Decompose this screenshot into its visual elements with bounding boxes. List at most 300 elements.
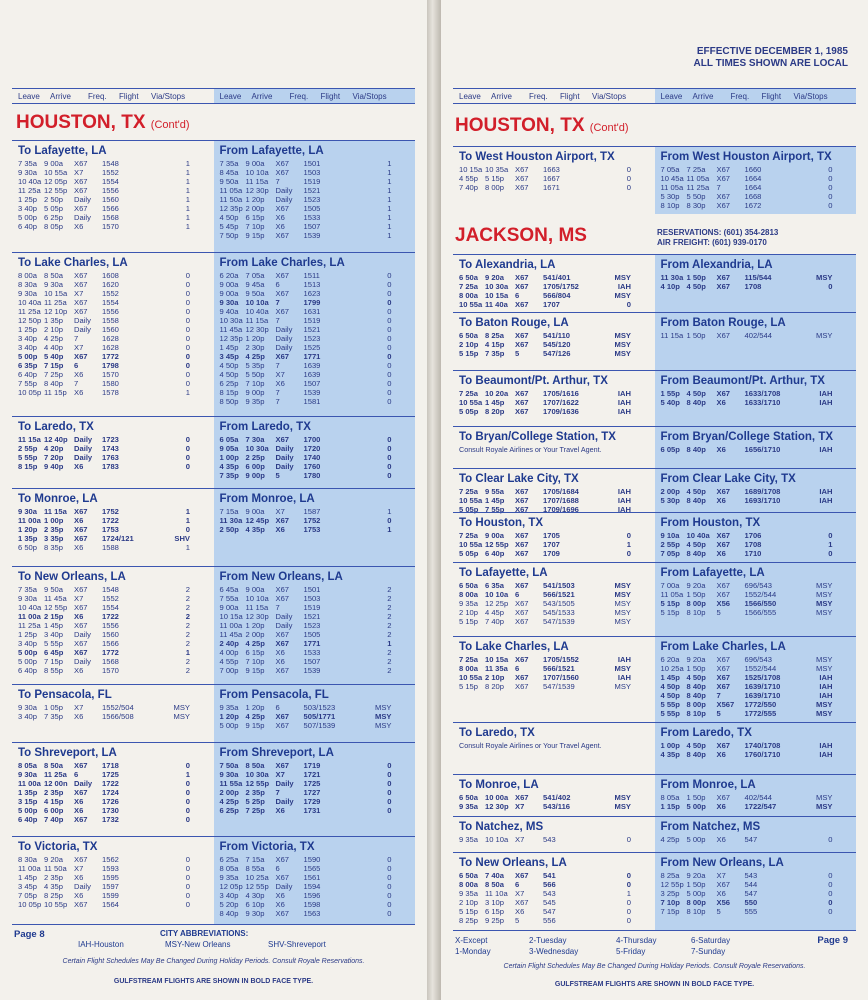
via-stops: 1 <box>387 159 392 168</box>
flight-row <box>459 608 655 617</box>
destination-title: To Bryan/College Station, TX <box>459 431 616 443</box>
flight-number: 547 <box>744 889 758 898</box>
via-stops: IAH <box>819 496 833 505</box>
leave-time: 1 00p <box>660 741 680 750</box>
via-stops: 0 <box>185 761 190 770</box>
flight-number: 1667 <box>543 174 560 183</box>
via-stops: 0 <box>387 361 392 370</box>
flight-number: 1570 <box>102 222 119 231</box>
flight-row <box>459 183 655 192</box>
origin-title: From New Orleans, LA <box>660 857 784 869</box>
arrive-time: 10 30a <box>245 444 269 453</box>
frequency: Daily <box>74 435 93 444</box>
flight-number: 402/544 <box>744 331 772 340</box>
arrive-time: 8 40p <box>686 445 706 454</box>
frequency: X67 <box>515 540 529 549</box>
leave-time: 5 55p <box>18 453 38 462</box>
flight-row <box>459 664 655 673</box>
leave-time: 1 45p <box>18 873 38 882</box>
via-stops: IAH <box>617 655 631 664</box>
via-stops: 0 <box>185 352 190 361</box>
key-saturday: 6-Saturday <box>691 936 731 945</box>
frequency: X6 <box>275 222 285 231</box>
column-header-from <box>214 89 416 103</box>
arrive-time: 11 05a <box>686 174 710 183</box>
leave-time: 6 35p <box>18 361 38 370</box>
route-block <box>12 140 415 252</box>
flight-number: 1664 <box>744 183 762 192</box>
flight-number: 1660 <box>744 165 762 174</box>
frequency: X7 <box>716 871 726 880</box>
destination-title: To Clear Lake City, TX <box>459 473 579 485</box>
flight-row <box>661 581 857 590</box>
inbound-schedule <box>214 685 416 742</box>
flight-row <box>220 612 416 621</box>
inbound-schedule <box>655 255 857 312</box>
leave-time: 9 00a <box>219 603 239 612</box>
arrive-time: 10 15a <box>44 289 68 298</box>
flight-number: 543 <box>543 835 556 844</box>
arrive-time: 9 40p <box>44 462 64 471</box>
flight-row <box>661 871 857 880</box>
flight-number: 1587 <box>303 507 321 516</box>
arrive-time: 10 10a <box>245 298 269 307</box>
city-name: HOUSTON, TX <box>455 115 585 136</box>
leave-time: 1 25p <box>18 325 38 334</box>
via-stops: 0 <box>828 889 833 898</box>
frequency: X67 <box>515 581 529 590</box>
destination-title: To Lake Charles, LA <box>459 641 569 653</box>
flight-number: 1608 <box>102 271 119 280</box>
via-stops: 0 <box>185 525 190 534</box>
frequency: X67 <box>275 873 290 882</box>
via-stops: IAH <box>617 398 631 407</box>
via-stops: IAH <box>819 682 833 691</box>
arrive-time: 8 25p <box>44 891 64 900</box>
leave-time: 3 40p <box>219 891 239 900</box>
leave-time: 1 20p <box>219 712 239 721</box>
flight-number: 1566/550 <box>744 599 777 608</box>
frequency: Daily <box>74 213 91 222</box>
frequency: Daily <box>275 343 293 352</box>
leave-time: 5 55p <box>660 700 680 709</box>
leave-time: 6 50a <box>459 581 479 590</box>
leave-time: 5 30p <box>660 496 680 505</box>
flight-row <box>459 617 655 626</box>
leave-time: 3 40p <box>18 712 38 721</box>
origin-title: From Alexandria, LA <box>660 259 773 271</box>
via-stops: 2 <box>185 639 190 648</box>
leave-time: 6 25a <box>219 855 239 864</box>
leave-time: 8 15p <box>219 388 239 397</box>
flight-row <box>661 691 857 700</box>
flight-number: 1721 <box>303 770 321 779</box>
flight-row <box>459 340 655 349</box>
abbrev-shv: SHV-Shreveport <box>268 940 326 949</box>
flight-number: 1568 <box>102 213 119 222</box>
arrive-time: 2 35p <box>245 788 265 797</box>
leave-time: 3 25p <box>660 889 680 898</box>
flight-row <box>661 174 857 183</box>
outbound-schedule <box>453 255 655 312</box>
origin-title: From Houston, TX <box>660 517 761 529</box>
leave-time: 11 30a <box>660 273 684 282</box>
leave-time: 7 35a <box>18 585 38 594</box>
leave-time: 9 00a <box>219 280 239 289</box>
arrive-time: 4 50p <box>686 487 706 496</box>
frequency: X67 <box>515 282 529 291</box>
leave-time: 2 55p <box>18 444 38 453</box>
arrive-time: 12 40p <box>44 435 68 444</box>
via-stops: 0 <box>387 388 392 397</box>
via-stops: 0 <box>185 891 190 900</box>
frequency: X67 <box>275 435 290 444</box>
leave-time: 11 00a <box>219 621 243 630</box>
frequency: 5 <box>716 709 721 718</box>
frequency: X67 <box>515 331 529 340</box>
frequency: X6 <box>275 891 285 900</box>
flight-number: 1718 <box>102 761 119 770</box>
arrive-time: 4 25p <box>245 639 265 648</box>
leave-time: 6 40p <box>18 666 38 675</box>
column-header-to <box>12 89 214 103</box>
col-via: Via/Stops <box>793 91 828 101</box>
frequency: X67 <box>275 307 290 316</box>
arrive-time: 8 50a <box>485 880 505 889</box>
arrive-time: 9 15p <box>245 666 265 675</box>
frequency: X7 <box>275 370 285 379</box>
flight-number: 547/1539 <box>543 682 575 691</box>
via-stops: 0 <box>626 165 631 174</box>
leave-time: 10 05p <box>18 900 42 909</box>
flight-row <box>18 289 214 298</box>
flight-number: 1663 <box>543 165 560 174</box>
flight-row <box>459 907 655 916</box>
arrive-time: 10 40a <box>245 307 269 316</box>
via-stops: 0 <box>387 471 392 480</box>
via-stops: 2 <box>185 612 190 621</box>
via-stops: 0 <box>828 174 833 183</box>
flight-row <box>459 496 655 505</box>
via-stops: MSY <box>816 802 833 811</box>
page-number: Page 8 <box>14 929 45 940</box>
leave-time: 3 40p <box>18 204 38 213</box>
arrive-time: 10 15a <box>485 655 509 664</box>
frequency: X67 <box>74 298 88 307</box>
arrive-time: 7 05a <box>245 271 265 280</box>
route-block <box>12 566 415 684</box>
route-block <box>12 488 415 566</box>
flight-number: 1707 <box>543 540 560 549</box>
via-stops: MSY <box>614 793 631 802</box>
arrive-time: 8 10p <box>686 907 706 916</box>
via-stops: 0 <box>387 316 392 325</box>
day-key-col4 <box>691 935 730 957</box>
flight-number: 1507 <box>303 222 321 231</box>
flight-number: 1639/1710 <box>744 682 781 691</box>
flight-number: 1633/1710 <box>744 398 781 407</box>
leave-time: 6 40p <box>18 815 38 824</box>
via-stops: 2 <box>185 594 190 603</box>
via-stops: MSY <box>614 349 631 358</box>
frequency: X6 <box>74 666 84 675</box>
flight-number: 545/120 <box>543 340 571 349</box>
flight-number: 1581 <box>303 397 321 406</box>
via-stops: 0 <box>387 352 392 361</box>
via-stops: MSY <box>173 712 190 721</box>
frequency: X67 <box>74 280 88 289</box>
flight-number: 1501 <box>303 585 321 594</box>
frequency: X7 <box>74 703 84 712</box>
leave-time: 11 05a <box>219 186 243 195</box>
leave-time: 10 30a <box>219 316 243 325</box>
leave-time: 8 45a <box>219 168 239 177</box>
flight-row <box>18 779 214 788</box>
via-stops: 1 <box>387 213 392 222</box>
leave-time: 7 55a <box>219 594 239 603</box>
flight-number: 1672 <box>744 201 762 210</box>
flight-row <box>459 540 655 549</box>
leave-time: 9 00a <box>219 289 239 298</box>
via-stops: 0 <box>185 788 190 797</box>
frequency: 7 <box>275 316 280 325</box>
flight-row <box>18 534 214 543</box>
destination-title: To Laredo, TX <box>459 727 535 739</box>
arrive-time: 9 20a <box>686 581 706 590</box>
flight-number: 1552 <box>102 289 119 298</box>
flight-number: 541/402 <box>543 793 571 802</box>
flight-number: 566 <box>543 880 556 889</box>
arrive-time: 11 15a <box>245 603 269 612</box>
flight-number: 1705/1684 <box>543 487 579 496</box>
leave-time: 3 45p <box>219 352 239 361</box>
flight-row <box>661 445 857 454</box>
destination-title: To New Orleans, LA <box>18 571 126 583</box>
inbound-schedule <box>655 313 857 370</box>
leave-time: 10 15a <box>459 165 483 174</box>
via-stops: 0 <box>387 325 392 334</box>
via-stops: IAH <box>819 741 833 750</box>
frequency: Daily <box>275 334 293 343</box>
flight-number: 541/1503 <box>543 581 575 590</box>
flight-row <box>661 608 857 617</box>
frequency: X67 <box>716 664 731 673</box>
leave-time: 9 05a <box>219 444 239 453</box>
flight-row <box>661 709 857 718</box>
via-stops: 1 <box>185 186 190 195</box>
flight-number: 1772 <box>102 352 119 361</box>
via-stops: 0 <box>387 761 392 770</box>
arrive-time: 1 45p <box>485 496 505 505</box>
destination-title: To Shreveport, LA <box>18 747 117 759</box>
flight-number: 1521 <box>303 325 321 334</box>
via-stops: IAH <box>617 505 631 514</box>
leave-time: 7 55p <box>18 379 38 388</box>
outbound-schedule <box>453 853 655 930</box>
flight-number: 1664 <box>744 174 762 183</box>
flight-number: 1700 <box>303 435 321 444</box>
flight-row <box>661 664 857 673</box>
arrive-time: 2 00p <box>245 630 265 639</box>
leave-time: 6 50a <box>459 793 479 802</box>
frequency: X67 <box>515 340 529 349</box>
flight-number: 1598 <box>303 900 321 909</box>
outbound-schedule <box>453 775 655 816</box>
col-leave: Leave <box>660 91 683 101</box>
flight-number: 550 <box>744 898 758 907</box>
via-stops: MSY <box>816 793 833 802</box>
leave-time: 5 15p <box>459 617 479 626</box>
flight-row <box>220 397 416 406</box>
arrive-time: 4 35p <box>245 525 265 534</box>
via-stops: MSY <box>816 331 833 340</box>
frequency: X67 <box>275 855 290 864</box>
arrive-time: 11 15a <box>245 177 269 186</box>
frequency: Daily <box>74 882 91 891</box>
origin-title: From Lafayette, LA <box>660 567 765 579</box>
frequency: X67 <box>74 534 88 543</box>
frequency: X7 <box>74 289 84 298</box>
flight-row <box>661 682 857 691</box>
leave-time: 4 50p <box>219 213 239 222</box>
arrive-time: 2 30p <box>245 343 265 352</box>
frequency: X67 <box>716 673 731 682</box>
flight-number: 1743 <box>102 444 119 453</box>
leave-time: 4 35p <box>219 462 239 471</box>
flight-row <box>661 655 857 664</box>
flight-row <box>18 873 214 882</box>
flight-number: 1552 <box>102 168 119 177</box>
via-stops: 2 <box>387 612 392 621</box>
via-stops: 0 <box>185 462 190 471</box>
leave-time: 5 15p <box>660 599 680 608</box>
flight-number: 1706 <box>744 531 762 540</box>
flight-row <box>220 343 416 352</box>
jackson-contacts <box>657 228 778 248</box>
flight-row <box>459 349 655 358</box>
leave-time: 10 55a <box>459 398 483 407</box>
via-stops: MSY <box>614 682 631 691</box>
frequency: X67 <box>716 741 731 750</box>
via-stops: 0 <box>387 397 392 406</box>
arrive-time: 7 10p <box>245 379 265 388</box>
leave-time: 9 30a <box>18 168 38 177</box>
origin-title: From Lafayette, LA <box>219 145 324 157</box>
flight-row <box>459 531 655 540</box>
flight-number: 543/116 <box>543 802 571 811</box>
flight-number: 1554 <box>102 603 119 612</box>
frequency: Daily <box>74 779 93 788</box>
arrive-time: 8 20p <box>485 407 505 416</box>
arrive-time: 7 30a <box>245 435 265 444</box>
arrive-time: 11 15a <box>245 316 269 325</box>
flight-row <box>18 630 214 639</box>
via-stops: 0 <box>185 453 190 462</box>
flight-row <box>18 525 214 534</box>
leave-time: 5 05p <box>459 505 479 514</box>
col-flight: Flight <box>761 91 782 101</box>
via-stops: 2 <box>387 648 392 657</box>
arrive-time: 1 45p <box>44 621 64 630</box>
frequency: X6 <box>716 835 726 844</box>
flight-number: 1771 <box>303 352 321 361</box>
flight-number: 541 <box>543 871 556 880</box>
frequency: X67 <box>74 815 88 824</box>
flight-number: 1523 <box>303 195 321 204</box>
flight-row <box>459 889 655 898</box>
flight-number: 1552/504 <box>102 703 134 712</box>
destination-title: To West Houston Airport, TX <box>459 151 615 163</box>
flight-row <box>18 603 214 612</box>
inbound-schedule <box>655 147 857 214</box>
leave-time: 8 00a <box>459 664 479 673</box>
flight-row <box>459 487 655 496</box>
flight-number: 1707 <box>543 300 560 309</box>
frequency: X67 <box>515 174 529 183</box>
frequency: 5 <box>275 471 280 480</box>
inbound-schedule <box>214 743 416 836</box>
via-stops: 2 <box>185 657 190 666</box>
leave-time: 7 25a <box>459 531 479 540</box>
leave-time: 10 25a <box>660 664 684 673</box>
via-stops: 0 <box>387 770 392 779</box>
arrive-time: 11 50a <box>44 864 67 873</box>
col-arrive: Arrive <box>251 91 273 101</box>
leave-time: 9 30a <box>18 594 38 603</box>
arrive-time: 1 45p <box>485 398 505 407</box>
flight-row <box>220 444 416 453</box>
frequency: X67 <box>716 165 731 174</box>
route-block <box>12 416 415 488</box>
via-stops: 0 <box>828 282 833 291</box>
frequency: X67 <box>716 531 731 540</box>
leave-time: 1 00p <box>219 453 239 462</box>
leave-time: 1 55p <box>660 389 680 398</box>
arrive-time: 11 35a <box>485 664 508 673</box>
via-stops: IAH <box>617 487 631 496</box>
leave-time: 7 25a <box>459 487 479 496</box>
via-stops: MSY <box>614 581 631 590</box>
via-stops: 1 <box>387 639 392 648</box>
leave-time: 4 50p <box>219 370 239 379</box>
via-stops: 2 <box>387 621 392 630</box>
col-via: Via/Stops <box>151 91 186 101</box>
arrive-time: 10 30a <box>485 282 509 291</box>
flight-row <box>18 761 214 770</box>
via-stops: 0 <box>387 864 392 873</box>
frequency: X67 <box>515 407 529 416</box>
flight-number: 1707/1622 <box>543 398 579 407</box>
flight-number: 1705/1552 <box>543 655 579 664</box>
via-stops: 1 <box>387 507 392 516</box>
arrive-time: 10 10a <box>485 835 509 844</box>
route-block <box>453 468 856 512</box>
arrive-time: 9 50a <box>44 585 64 594</box>
col-leave: Leave <box>18 91 40 101</box>
arrive-time: 8 10p <box>686 709 706 718</box>
arrive-time: 4 50p <box>686 673 706 682</box>
frequency: X67 <box>515 682 529 691</box>
via-stops: 0 <box>387 444 392 453</box>
flight-number: 1562 <box>102 855 119 864</box>
arrive-time: 6 15p <box>245 648 265 657</box>
frequency: 7 <box>275 397 280 406</box>
arrive-time: 12 55p <box>44 603 68 612</box>
leave-time: 11 05a <box>660 590 684 599</box>
outbound-schedule <box>453 637 655 722</box>
via-stops: 2 <box>185 666 190 675</box>
leave-time: 12 35p <box>219 204 243 213</box>
